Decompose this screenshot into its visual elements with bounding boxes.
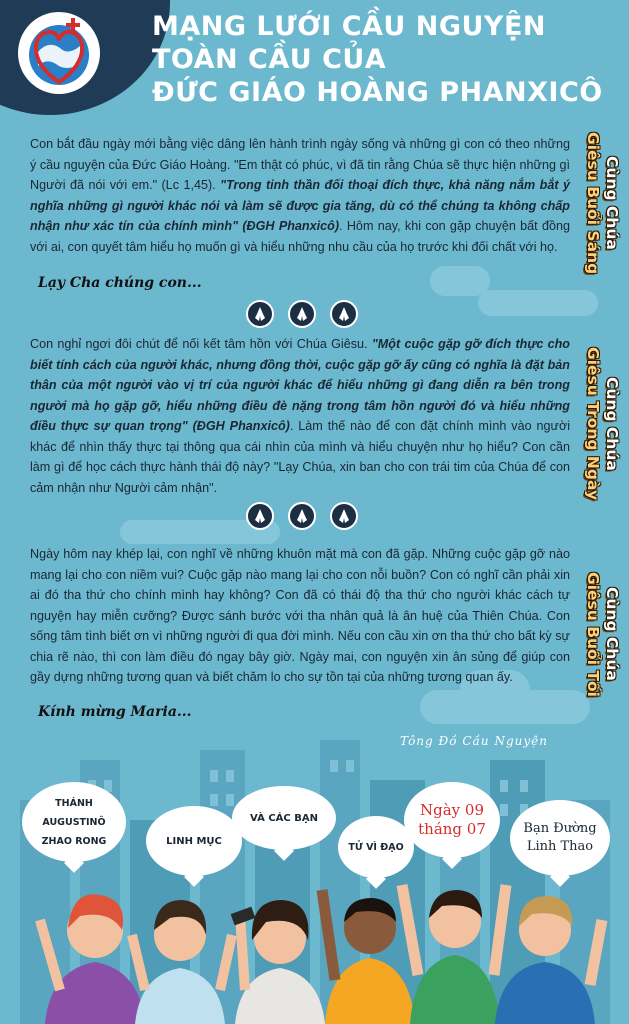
globe-heart-icon (18, 12, 100, 94)
praying-hands-icon (246, 300, 274, 328)
date-line: Ngày 09 (420, 801, 484, 819)
speech-bubble-author (510, 800, 610, 876)
morning-quote: "Trong tinh thần đối thoại đích thực, khả năng nắm bắt ý nghĩa những gì người khác nói và làm sẽ được gia tăng, dù có thể chúng ta không chấp nhận như xác tín của chính mình" (ĐGH Phanxicô) (30, 178, 570, 233)
evening-side-label (583, 564, 621, 704)
page-title (152, 10, 622, 109)
header (0, 0, 629, 118)
side-label-top: Cùng Chúa (603, 587, 621, 681)
side-label-bottom: Giêsu Buổi Tối (584, 571, 602, 697)
praying-hands-icon (288, 300, 316, 328)
side-label-top: Cùng Chúa (603, 156, 621, 250)
author-line: Bạn Đường (523, 821, 597, 836)
side-label-bottom: Giêsu Buổi Sáng (584, 131, 602, 275)
speech-bubble-linh-muc (146, 806, 242, 876)
praying-hands-icon (288, 502, 316, 530)
divider-praying-hands (246, 300, 358, 328)
cloud-decoration (478, 290, 598, 316)
midday-quote: "Một cuộc gặp gỡ đích thực cho biết tính cách của người khác, nhưng đồng thời, cuộc gặp gỡ ấy cũng có nghĩa là đặt bản thân của một người vào vị trí của người khác để hiểu những gì đang diễn ra bên trong người mà họ gặp gỡ, hiểu những điều đè nặng trong tâm hồn người đó và hiểu những điều thực sự quan trọng" (ĐGH Phanxicô) (30, 337, 570, 433)
speech-bubble-cac-ban (232, 786, 336, 850)
divider-praying-hands (246, 502, 358, 530)
bubble-text: THÁNH AUGUSTINÔ ZHAO RONG (41, 797, 107, 847)
cloud-decoration (430, 266, 490, 296)
midday-paragraph (30, 334, 570, 498)
midday-text-end: . Làm thế nào để con đặt chính mình vào người khác để nhìn thấy thực tại thông qua cái nhìn của mình và hiểu chuyện như họ hiểu? Con cần làm gì để học cách thực hành thái độ này? "Lạy Chúa, xin ban cho con trái tim của Chúa để con cảm nhận như Người cảm nhận". (30, 419, 570, 495)
title-line: ĐỨC GIÁO HOÀNG PHANXICÔ (152, 77, 603, 108)
morning-side-label (583, 128, 621, 278)
title-line: MẠNG LƯỚI CẦU NGUYỆN (152, 11, 547, 42)
speech-bubble-augustino (22, 782, 126, 862)
logo-svg (18, 12, 100, 94)
morning-paragraph (30, 134, 570, 257)
praying-hands-icon (330, 502, 358, 530)
person-woman-3 (231, 900, 325, 1024)
author-line: Linh Thao (526, 839, 594, 854)
evening-paragraph: Ngày hôm nay khép lại, con nghĩ về những khuôn mặt mà con đã gặp. Những cuộc gặp gỡ nào mang lại cho con niềm vui? Cuộc gặp nào mang lại cho con nỗi buồn? Con có nghĩ cần phải xin ai đó tha thứ cho chính mình hay không? Con đã có thái độ tha thứ cho người khác cách tự nguyện hay miễn cưỡng? Được sánh bước với tha nhân quả là ân huệ của Thiên Chúa. Con sống tâm tình biết ơn vì những người đi qua đời mình. Nếu con cầu xin ơn tha thứ cho bất kỳ sự chia rẽ nào, thì con làm điều đó ngay bây giờ. Ngày mai, con nguyện xin ân sủng để giúp con gầy dựng những tương quan và biết chăm lo cho sự tồn tại của những tương quan ấy. (30, 547, 570, 684)
speech-bubble-tu-vi-dao (338, 816, 414, 878)
credit-signature: Tông Đồ Cầu Nguyện (400, 734, 548, 748)
bubble-text: TỬ VÌ ĐẠO (348, 841, 404, 853)
side-label-top: Cùng Chúa (603, 377, 621, 471)
midday-side-label (583, 344, 621, 504)
morning-prayer-sign: Lạy Cha chúng con... (38, 275, 202, 291)
bubble-text: VÀ CÁC BẠN (250, 812, 318, 824)
city-svg (0, 740, 629, 1024)
side-label-bottom: Giêsu Trong Ngày (584, 347, 602, 501)
speech-bubble-date (404, 782, 500, 858)
title-line: TOÀN CẦU CỦA (152, 44, 387, 75)
evening-prayer-sign: Kính mừng Maria... (38, 704, 192, 720)
morning-text-end: . Hôm nay, khi con gặp chuyện bất đồng với ai, con quyết tâm hiểu họ muốn gì và hiểu những nhu cầu của họ trước khi đối chất với họ. (30, 219, 571, 254)
praying-hands-icon (330, 300, 358, 328)
midday-text-intro: Con nghỉ ngơi đôi chút để nối kết tâm hồn với Chúa Giêsu. (30, 337, 372, 351)
date-line: tháng 07 (418, 820, 486, 838)
morning-text-intro: Con bắt đầu ngày mới bằng việc dâng lên hành trình ngày sống và những gì con có theo những ý cầu nguyện của Đức Giáo Hoàng. "Em thật có phúc, vì đã tin rằng Chúa sẽ thực hiện những gì Người đã nói với em." (Lc 1,45). (30, 137, 570, 192)
city-illustration (0, 740, 629, 1024)
bubble-text: LINH MỤC (166, 835, 222, 847)
praying-hands-icon (246, 502, 274, 530)
